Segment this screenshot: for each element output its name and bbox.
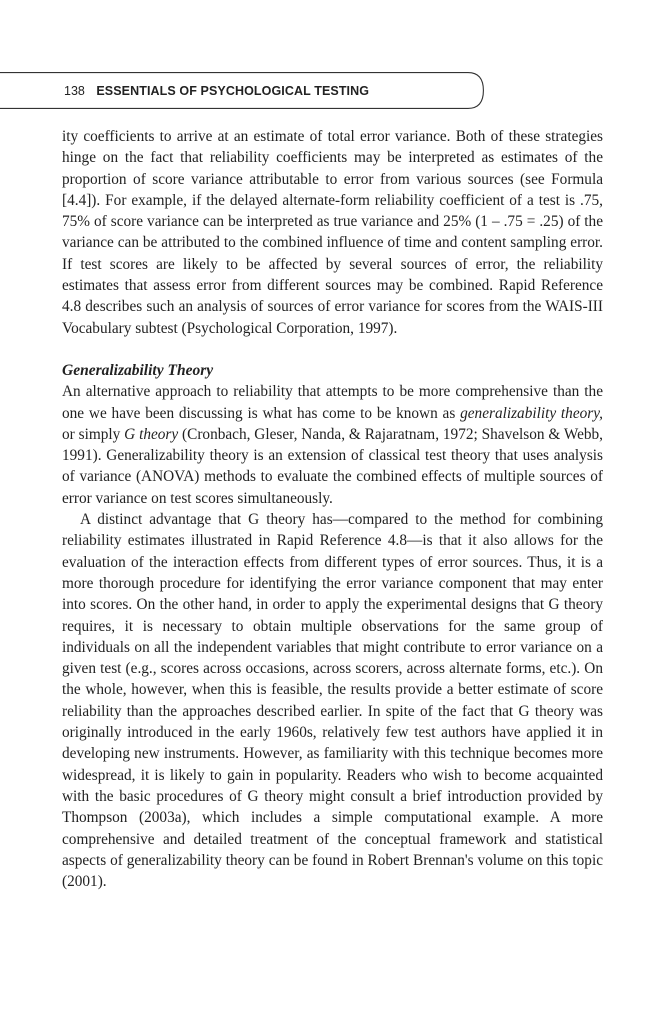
paragraph-text: or simply [62, 425, 125, 443]
running-header-text [64, 84, 369, 98]
section-heading: Generalizability Theory [62, 361, 214, 379]
term-generalizability-theory: generalizability theory, [460, 404, 603, 422]
book-title: ESSENTIALS OF PSYCHOLOGICAL TESTING [96, 84, 370, 98]
paragraph-g-theory-advantage: A distinct advantage that G theory has—compared to the method for combining reliability estimates illustrated in Rapid Reference 4.8—is that it also allows for the evaluation of the interaction effects from different types of error sources. Thus, it is a more thorough procedure for identifying the error variance component that may enter into scores. On the other hand, in order to apply the experimental designs that G theory requires, it is necessary to obtain multiple observations for the same group of individuals on all the independent variables that might contribute to error variance on a given test (e.g., scores across occasions, across scorers, across alternate forms, etc.). On the whole, however, when this is feasible, the results provide a better estimate of score reliability than the approaches described earlier. In spite of the fact that G theory was originally introduced in the early 1960s, relatively few test authors have applied it in developing new instruments. However, as familiarity with this technique becomes more widespread, it is likely to gain in popularity. Readers who wish to become acquainted with the basic procedures of G theory might consult a brief introduction provided by Thompson (2003a), which includes a simple computational example. A more comprehensive and detailed treatment of the conceptual framework and statistical aspects of generalizability theory can be found in Robert Brennan's volume on this topic (2001). [62, 511, 603, 891]
page-body [62, 126, 603, 892]
paragraph-g-theory-intro [62, 381, 603, 509]
paragraph-continued: ity coefficients to arrive at an estimate of total error variance. Both of these strategies hinge on the fact that reliability coefficients may be interpreted as estimates of the proportion of score variance attributable to error from various sources (see Formula [4.4]). For example, if the delayed alternate-form reliability coefficient of a test is .75, 75% of score variance can be interpreted as true variance and 25% (1 – .75 = .25) of the variance can be attributed to the combined influence of time and content sampling error. If test scores are likely to be affected by several sources of error, the reliability estimates that assess error from different sources may be combined. Rapid Reference 4.8 describes such an analysis of sources of error variance for scores from the WAIS-III Vocabulary subtest (Psychological Corporation, 1997). [62, 128, 603, 337]
page-number: 138 [64, 84, 85, 98]
paragraph-text: An alternative approach to reliability that attempts to be more comprehensive than the one we have been discussing is what has come to be known as [62, 383, 603, 422]
term-g-theory: G theory [124, 425, 179, 443]
paragraph-text: (Cronbach, Gleser, Nanda, & Rajaratnam, 1972; Shavelson & Webb, 1991). Generalizability theory is an extension of classical test theory that uses analysis of variance (ANOVA) methods to evaluate the combined effects of multiple sources of error variance on test scores simultaneously. [62, 425, 603, 507]
running-header [0, 72, 484, 109]
